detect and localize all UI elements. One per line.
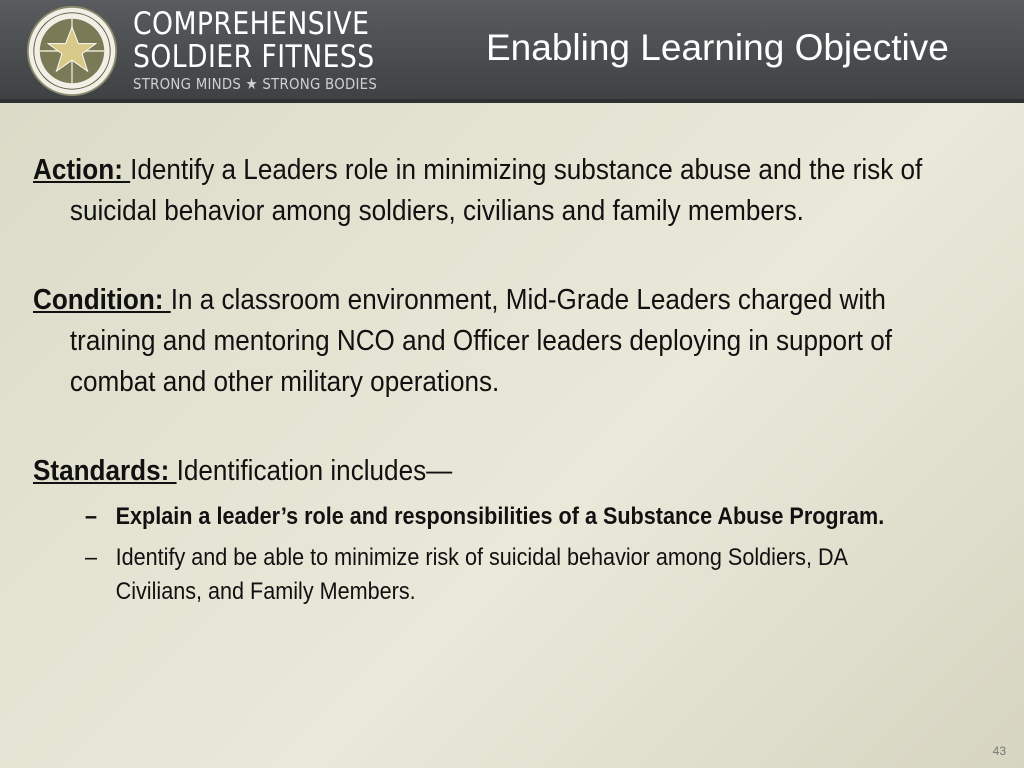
condition-text-cont: training and mentoring NCO and Officer leaders deploying in support of (69, 325, 893, 357)
standards-paragraph (33, 451, 1010, 492)
action-label: Action: (33, 154, 131, 186)
standards-item (85, 541, 949, 609)
action-paragraph (33, 150, 1010, 232)
slide-title: Enabling Learning Objective (486, 27, 949, 68)
slide-content (33, 150, 1008, 616)
action-text: Identify a Leaders role in minimizing substance abuse and the risk of (130, 154, 923, 186)
brand-line2: SOLDIER FITNESS (133, 39, 375, 75)
standards-text: Identification includes— (176, 455, 453, 487)
brand-wordmark (133, 8, 417, 93)
brand-tagline: STRONG MINDS ★ STRONG BODIES (133, 75, 378, 93)
condition-paragraph (33, 280, 1010, 403)
standards-item-text: Civilians, and Family Members. (115, 578, 416, 605)
csf-seal-logo (26, 5, 118, 97)
standards-item-text: Identify and be able to minimize risk of suicidal behavior among Soldiers, DA (115, 544, 848, 571)
brand-line1: COMPREHENSIVE (133, 6, 370, 42)
standards-item (85, 500, 949, 534)
standards-label: Standards: (33, 455, 177, 487)
slide-header (0, 0, 1024, 103)
action-text-cont: suicidal behavior among soldiers, civilians and family members. (69, 195, 804, 227)
condition-text-cont: combat and other military operations. (69, 366, 500, 398)
standards-item-text: Explain a leader’s role and responsibilities of a Substance Abuse Program. (115, 503, 885, 530)
condition-label: Condition: (33, 284, 171, 316)
dash-bullet: – (85, 544, 98, 571)
dash-bullet: – (85, 503, 98, 530)
condition-text: In a classroom environment, Mid-Grade Leaders charged with (170, 284, 886, 316)
page-number: 43 (992, 744, 1006, 758)
